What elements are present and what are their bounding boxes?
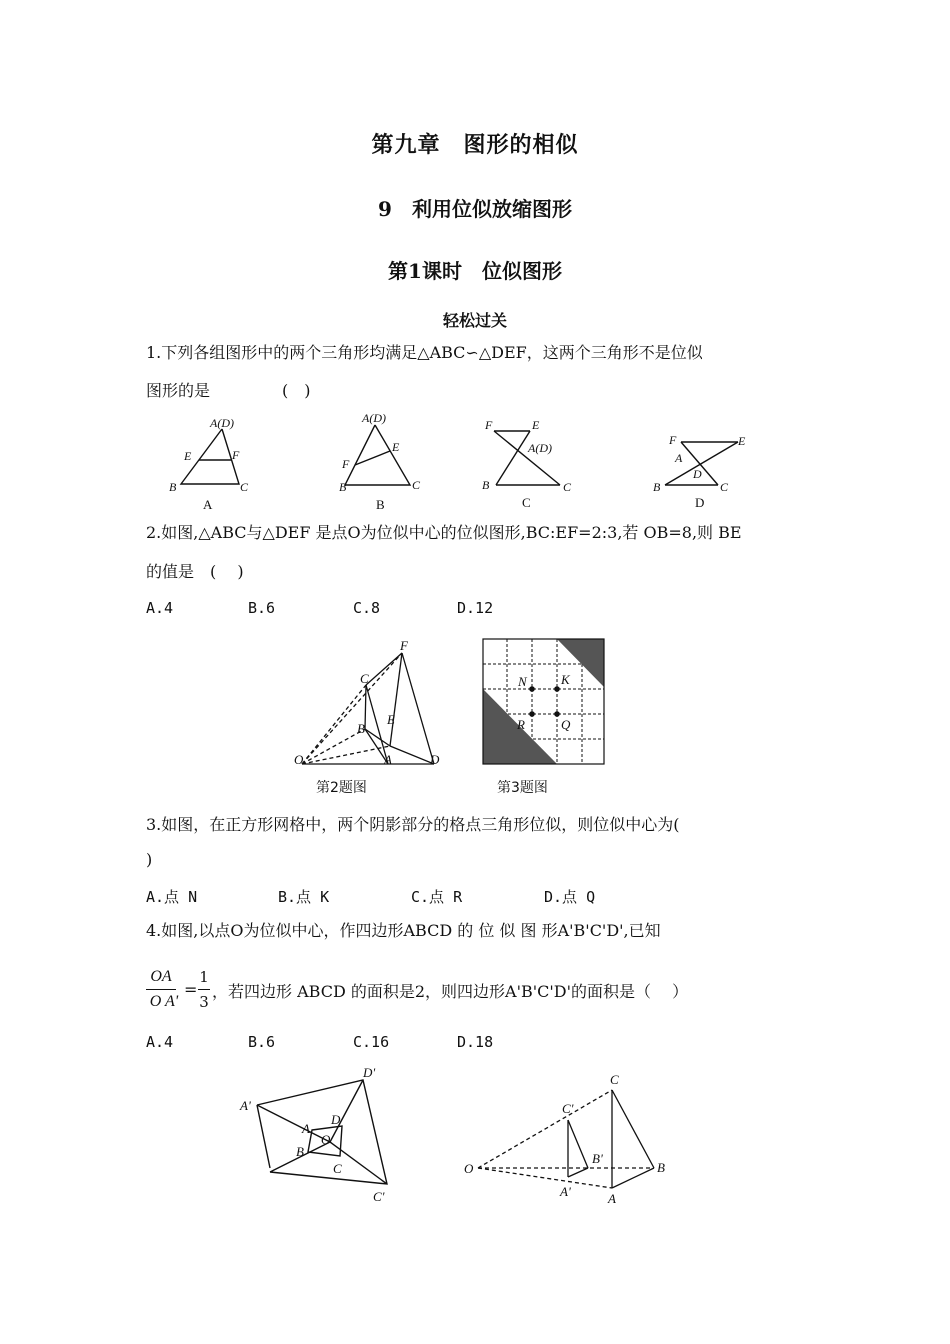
section-title: 9 利用位似放缩图形: [378, 197, 572, 221]
q3-option-c: C.点 R: [411, 888, 463, 906]
chapter-title: 第九章 图形的相似: [371, 132, 579, 158]
q2-label-b: B: [357, 721, 365, 736]
q2-label-c: C: [360, 671, 369, 686]
q2-label-a: A: [384, 752, 392, 767]
q3-option-b: B.点 K: [278, 888, 330, 906]
q4-fig1-label-d-prime: D': [363, 1065, 376, 1080]
q3-option-a: A.点 N: [146, 888, 198, 906]
q3-label-k: K: [561, 672, 570, 687]
q1-fig-d-label-f: F: [669, 433, 677, 447]
q3-option-d: D.点 Q: [544, 888, 596, 906]
q1-fig-b-label-ad: A(D): [362, 411, 386, 425]
q2-text-line1: 2.如图,△ABC与△DEF 是点O为位似中心的位似图形,BC:EF=2:3,若 OB=8,则 BE: [146, 523, 742, 542]
q4-fig2-label-c: C: [610, 1072, 619, 1087]
lesson-title: 第1课时 位似图形: [388, 259, 562, 283]
q2-option-c: C.8: [353, 599, 381, 617]
q4-fig2-label-o: O: [464, 1161, 474, 1176]
q4-fig1-label-o: O: [321, 1132, 331, 1147]
q2-option-a: A.4: [146, 599, 174, 617]
q1-fig-a-label-c: C: [240, 480, 249, 494]
q4-fig1-label-a: A: [302, 1121, 310, 1136]
q1-fig-b-caption: B: [376, 497, 385, 512]
q4-fig2-label-b-prime: B': [592, 1151, 603, 1166]
q1-answer-bracket: ( ): [282, 381, 311, 400]
q1-fig-a-label-e: E: [184, 449, 192, 463]
q4-rhs-numerator: 1: [199, 968, 209, 986]
q1-fig-c-label-c: C: [563, 480, 572, 494]
q1-text-line1: 1.下列各组图形中的两个三角形均满足△ABC∽△DEF，这两个三角形不是位似: [146, 343, 703, 362]
q2-caption: 第2题图: [316, 780, 367, 796]
q2-q3-figures: [280, 632, 620, 802]
q1-fig-a-caption: A: [203, 497, 213, 512]
q4-fraction-denominator: O A': [149, 993, 179, 1010]
q4-fig2-label-a: A: [608, 1191, 616, 1206]
q1-fig-c-label-f: F: [485, 418, 493, 432]
q1-fig-d-label-e: E: [738, 434, 746, 448]
q1-fig-c-label-ad: A(D): [528, 441, 552, 455]
q4-fig1-label-c-prime: C': [373, 1189, 385, 1204]
q2-label-o: O: [294, 752, 304, 767]
q3-text-line2: ): [146, 850, 153, 869]
q4-fig2-label-a-prime: A': [560, 1184, 571, 1199]
q3-label-n: N: [518, 674, 527, 689]
q2-option-b: B.6: [248, 599, 276, 617]
q4-rhs-denominator: 3: [199, 993, 209, 1011]
q4-text-line1: 4.如图,以点O为位似中心，作四边形ABCD 的 位 似 图 形A'B'C'D',已知: [146, 921, 661, 940]
q4-fig1-label-a-prime: A': [240, 1098, 251, 1113]
q1-fig-d-label-c: C: [720, 480, 729, 494]
q1-fig-c-label-e: E: [532, 418, 540, 432]
q1-fig-b-label-e: E: [392, 440, 400, 454]
q1-fig-d-caption: D: [695, 495, 705, 510]
q1-fig-b-label-c: C: [412, 478, 421, 492]
q1-fig-c-caption: C: [522, 495, 531, 510]
part-title: 轻松过关: [442, 311, 507, 330]
q1-fig-c-label-b: B: [482, 478, 490, 492]
q2-label-d: D: [430, 752, 440, 767]
q2-label-f: F: [400, 638, 408, 653]
q4-text-line2: ，若四边形 ABCD 的面积是2，则四边形A'B'C'D'的面积是（ ）: [212, 982, 689, 1001]
q4-option-b: B.6: [248, 1033, 276, 1051]
q1-fig-d-label-a: A: [675, 451, 683, 465]
q4-fraction-numerator: OA: [150, 968, 172, 985]
q1-text-line2: 图形的是: [146, 381, 211, 400]
q4-option-c: C.16: [353, 1033, 390, 1051]
q3-text-line1: 3.如图，在正方形网格中，两个阴影部分的格点三角形位似，则位似中心为(: [146, 815, 680, 834]
q1-fig-b-label-b: B: [339, 480, 347, 494]
q1-fig-a-label-ad: A(D): [210, 416, 234, 430]
q4-fig1-label-b: B: [296, 1144, 304, 1159]
q1-fig-d-label-b: B: [653, 480, 661, 494]
q4-figures: [230, 1060, 690, 1215]
q3-label-r: R: [517, 717, 525, 732]
q4-fraction-bar: [146, 989, 176, 990]
q3-label-q: Q: [561, 717, 571, 732]
q4-fig1-label-c: C: [333, 1161, 342, 1176]
q4-option-d: D.18: [457, 1033, 494, 1051]
q3-caption: 第3题图: [497, 780, 548, 796]
q1-fig-a-label-b: B: [169, 480, 177, 494]
q2-label-e: E: [387, 712, 395, 727]
q4-option-a: A.4: [146, 1033, 174, 1051]
q4-fig1-label-d: D: [331, 1112, 341, 1127]
q4-fig2-label-c-prime: C': [562, 1101, 574, 1116]
q2-text-line2: 的值是 ( ): [146, 562, 244, 581]
q1-figures: [140, 405, 780, 515]
q2-option-d: D.12: [457, 599, 494, 617]
q4-rhs-bar: [198, 989, 210, 990]
q1-fig-d-label-d: D: [693, 467, 702, 481]
q4-fig2-label-b: B: [657, 1160, 665, 1175]
q1-fig-a-label-f: F: [232, 448, 240, 462]
q1-fig-b-label-f: F: [342, 457, 350, 471]
q4-equals: =: [184, 980, 198, 999]
